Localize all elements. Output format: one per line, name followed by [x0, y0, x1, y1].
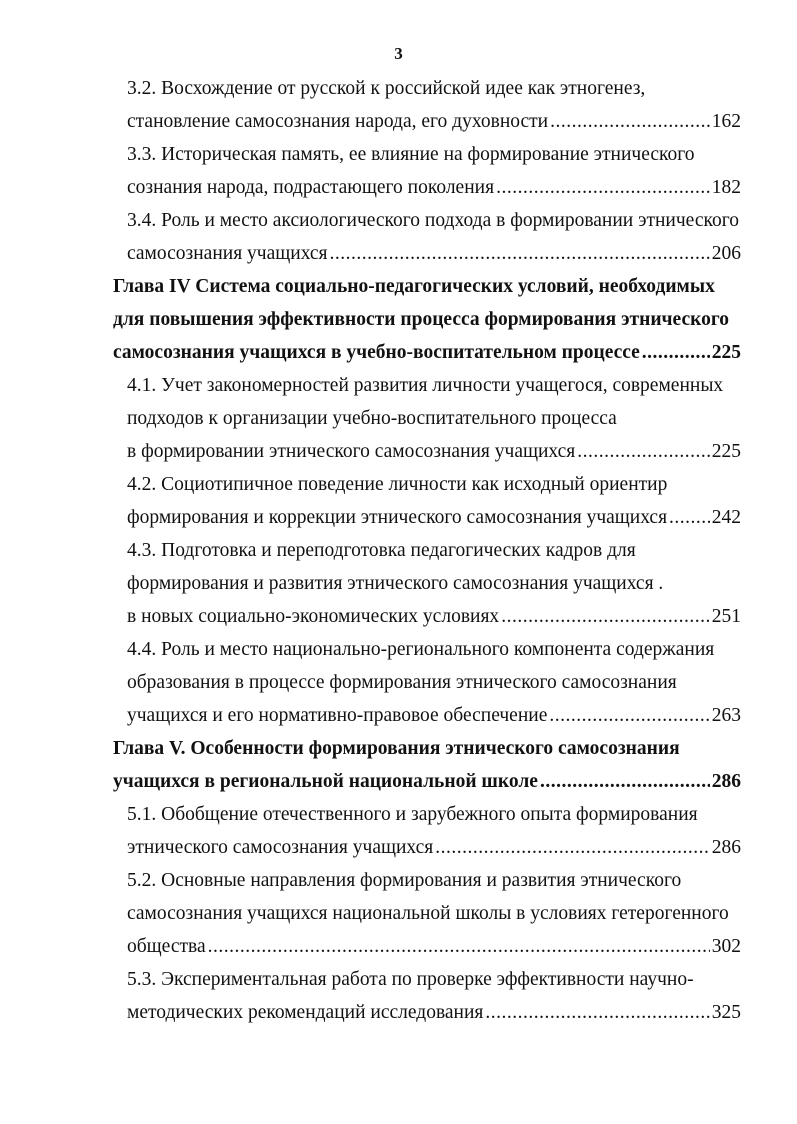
toc-entry-text: в новых социально-экономических условиях: [127, 606, 500, 627]
page-number: 3: [394, 44, 403, 63]
toc-line: [0, 501, 741, 534]
dot-leader: [540, 765, 710, 798]
toc-line: [0, 303, 741, 336]
dot-leader: [577, 435, 710, 468]
toc-entry-text: самосознания учащихся в учебно-воспитательном процессе: [113, 342, 640, 363]
toc-entry-text: самосознания учащихся: [127, 243, 328, 264]
toc-entry-text: методических рекомендаций исследования: [127, 1002, 484, 1023]
toc-section-entry[interactable]: [0, 633, 797, 732]
toc-line: [0, 831, 741, 864]
toc-line: [0, 336, 741, 369]
toc-line: [0, 930, 741, 963]
toc-entry-text: 3.3. Историческая память, ее влияние на формирование этнического: [127, 144, 695, 165]
toc-line: [0, 864, 741, 897]
toc-entry-text: для повышения эффективности процесса формирования этнического: [113, 309, 729, 330]
toc-entry-text: этнического самосознания учащихся: [127, 837, 434, 858]
toc-entry-text: 3.2. Восхождение от русской к российской идее как этногенез,: [127, 78, 646, 99]
toc-page-number: 263: [711, 705, 741, 726]
toc-entry-text: в формировании этнического самосознания учащихся: [127, 441, 576, 462]
toc-section-entry[interactable]: [0, 534, 797, 633]
toc-entry-text: 4.1. Учет закономерностей развития личности учащегося, современных: [127, 375, 724, 396]
toc-page-number: 286: [711, 771, 741, 792]
toc-entry-text: учащихся в региональной национальной школе: [113, 771, 538, 792]
toc-section-entry[interactable]: [0, 204, 797, 270]
dot-leader: [550, 105, 710, 138]
toc-line: [0, 369, 741, 402]
toc-page-number: 251: [711, 606, 741, 627]
toc-line: [0, 897, 741, 930]
toc-page-number: 162: [711, 111, 741, 132]
toc-section-entry[interactable]: [0, 138, 797, 204]
toc-line: [0, 534, 741, 567]
table-of-contents: [0, 72, 797, 1029]
toc-line: [0, 402, 741, 435]
dot-leader: [549, 699, 709, 732]
toc-entry-text: 4.4. Роль и место национально-регионального компонента содержания: [127, 639, 715, 660]
toc-entry-text: подходов к организации учебно-воспитательного процесса: [127, 408, 617, 429]
toc-line: [0, 204, 741, 237]
toc-line: [0, 171, 741, 204]
toc-line: [0, 699, 741, 732]
toc-line: [0, 72, 741, 105]
toc-section-entry[interactable]: [0, 369, 797, 468]
toc-entry-text: формирования и коррекции этнического самосознания учащихся: [127, 507, 668, 528]
toc-line: [0, 435, 741, 468]
toc-page-number: 225: [711, 441, 741, 462]
toc-entry-text: Глава IV Система социально-педагогических условий, необходимых: [113, 276, 715, 297]
toc-section-entry[interactable]: [0, 864, 797, 963]
toc-section-entry[interactable]: [0, 72, 797, 138]
toc-line: [0, 996, 741, 1029]
toc-entry-text: 4.2. Социотипичное поведение личности как исходный ориентир: [127, 474, 668, 495]
toc-line: [0, 468, 741, 501]
toc-line: [0, 138, 741, 171]
toc-entry-text: 3.4. Роль и место аксиологического подхода в формировании этнического: [127, 210, 739, 231]
toc-entry-text: формирования и развития этнического самосознания учащихся .: [127, 573, 664, 594]
toc-line: [0, 732, 741, 765]
toc-line: [0, 963, 741, 996]
toc-entry-text: учащихся и его нормативно-правовое обеспечение: [127, 705, 548, 726]
toc-entry-text: образования в процессе формирования этнического самосознания: [127, 672, 677, 693]
toc-line: [0, 633, 741, 666]
toc-section-entry[interactable]: [0, 963, 797, 1029]
toc-line: [0, 798, 741, 831]
toc-line: [0, 270, 741, 303]
toc-chapter-entry[interactable]: [0, 270, 797, 369]
toc-entry-text: общества: [127, 936, 206, 957]
toc-line: [0, 765, 741, 798]
toc-line: [0, 105, 741, 138]
toc-entry-text: 5.1. Обобщение отечественного и зарубежного опыта формирования: [127, 804, 698, 825]
dot-leader: [501, 600, 710, 633]
toc-page-number: 325: [711, 1002, 741, 1023]
toc-line: [0, 666, 741, 699]
toc-line: [0, 237, 741, 270]
toc-entry-text: 4.3. Подготовка и переподготовка педагогических кадров для: [127, 540, 636, 561]
toc-entry-text: самосознания учащихся национальной школы в условиях гетерогенного: [127, 903, 729, 924]
toc-section-entry[interactable]: [0, 798, 797, 864]
dot-leader: [435, 831, 710, 864]
dot-leader: [496, 171, 710, 204]
dot-leader: [208, 930, 710, 963]
toc-page-number: 286: [711, 837, 741, 858]
toc-entry-text: 5.2. Основные направления формирования и развития этнического: [127, 870, 682, 891]
toc-chapter-entry[interactable]: [0, 732, 797, 798]
toc-page-number: 242: [711, 507, 741, 528]
dot-leader: [330, 237, 710, 270]
toc-entry-text: становление самосознания народа, его духовности: [127, 111, 549, 132]
toc-entry-text: 5.3. Экспериментальная работа по проверке эффективности научно-: [127, 969, 694, 990]
toc-line: [0, 567, 741, 600]
dot-leader: [642, 336, 710, 369]
toc-entry-text: Глава V. Особенности формирования этнического самосознания: [113, 738, 680, 759]
toc-page-number: 182: [711, 177, 741, 198]
toc-page-number: 302: [711, 936, 741, 957]
dot-leader: [669, 501, 710, 534]
toc-section-entry[interactable]: [0, 468, 797, 534]
toc-page-number: 206: [711, 243, 741, 264]
dot-leader: [485, 996, 709, 1029]
toc-page-number: 225: [711, 342, 741, 363]
toc-line: [0, 600, 741, 633]
toc-entry-text: сознания народа, подрастающего поколения: [127, 177, 495, 198]
